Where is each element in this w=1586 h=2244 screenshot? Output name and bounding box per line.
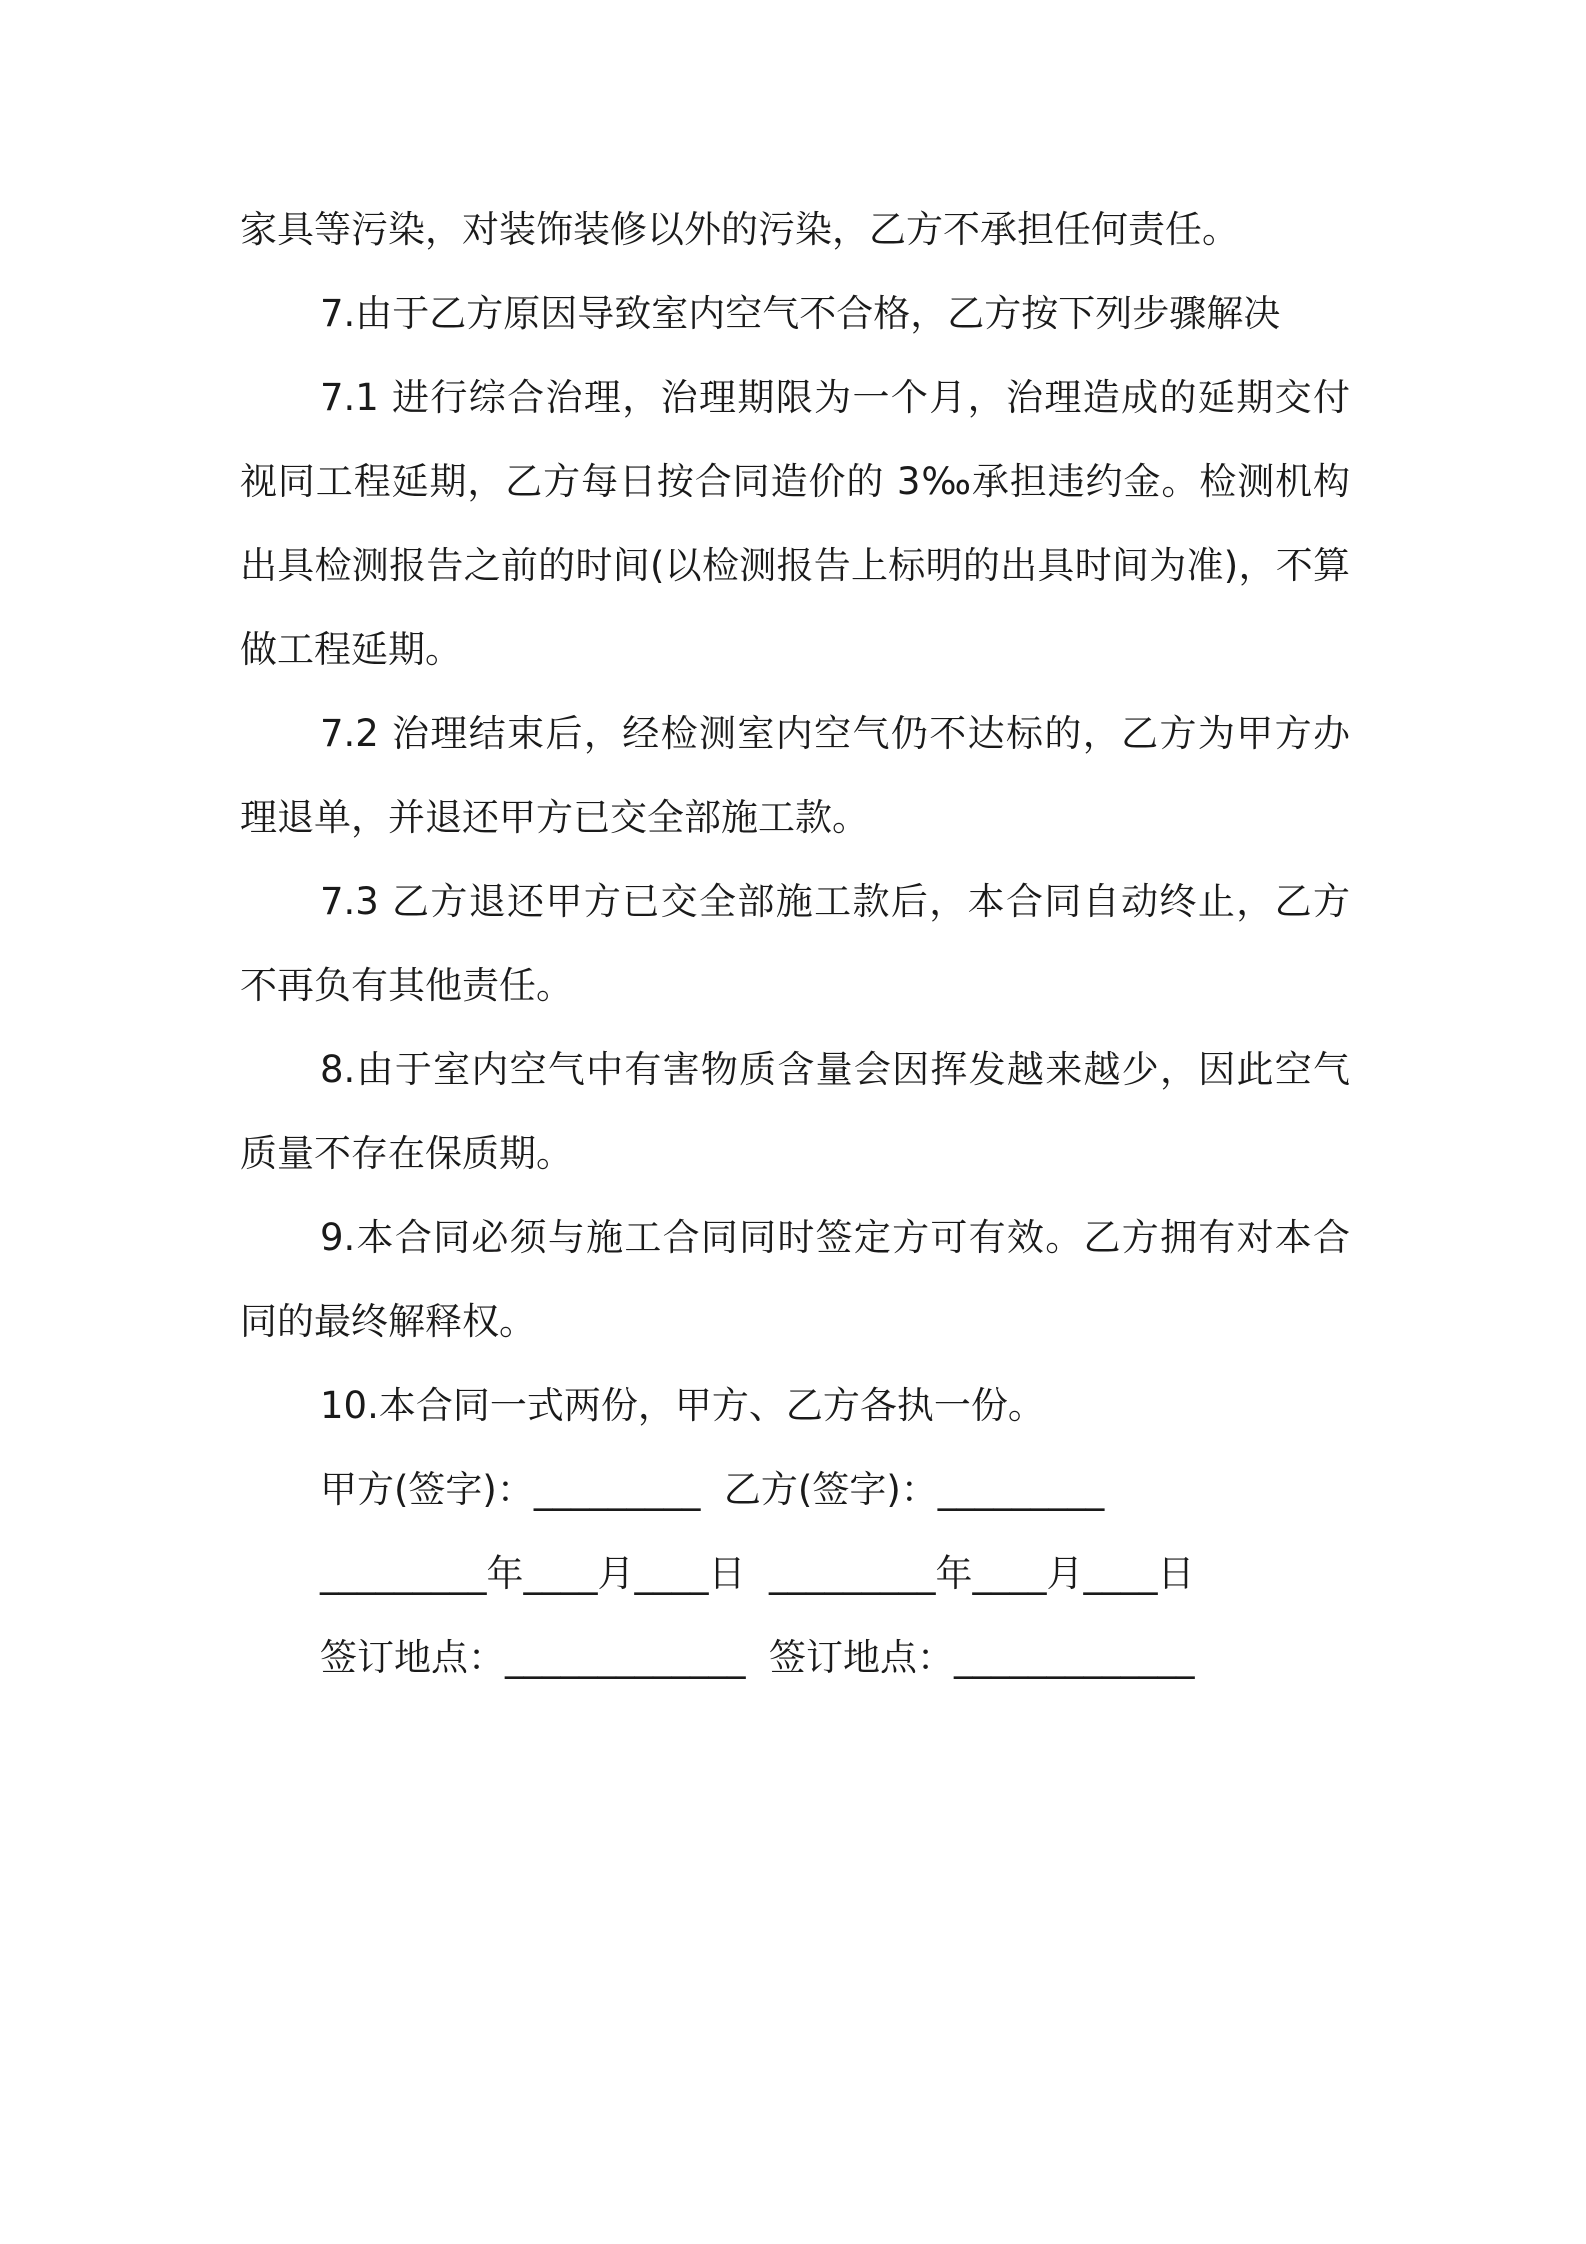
contract-body — [240, 188, 1350, 1700]
paragraph-clause-10: 10.本合同一式两份，甲方、乙方各执一份。 — [320, 1384, 1045, 1427]
signature-date-line: _________年____月____日 _________年____月____日 — [320, 1552, 1195, 1595]
paragraph-clause-7-2: 7.2 治理结束后，经检测室内空气仍不达标的，乙方为甲方办理退单，并退还甲方已交全部施工款。 — [240, 712, 1350, 839]
signature-place-line: 签订地点：_____________ 签订地点：_____________ — [320, 1636, 1195, 1679]
signature-party-line: 甲方(签字)：_________ 乙方(签字)：_________ — [320, 1468, 1105, 1511]
paragraph-clause-7-1: 7.1 进行综合治理，治理期限为一个月，治理造成的延期交付视同工程延期，乙方每日按合同造价的 3‰承担违约金。检测机构出具检测报告之前的时间(以检测报告上标明的出具时间为准)，不算做工程延期。 — [240, 376, 1350, 671]
paragraph-clause-9: 9.本合同必须与施工合同同时签定方可有效。乙方拥有对本合同的最终解释权。 — [240, 1216, 1350, 1343]
paragraph-clause-7-3: 7.3 乙方退还甲方已交全部施工款后，本合同自动终止，乙方不再负有其他责任。 — [240, 880, 1350, 1007]
paragraph-clause-8: 8.由于室内空气中有害物质含量会因挥发越来越少，因此空气质量不存在保质期。 — [240, 1048, 1350, 1175]
paragraph-pollution-clause: 家具等污染，对装饰装修以外的污染，乙方不承担任何责任。 — [240, 208, 1239, 251]
paragraph-clause-7: 7.由于乙方原因导致室内空气不合格，乙方按下列步骤解决 — [320, 292, 1281, 335]
